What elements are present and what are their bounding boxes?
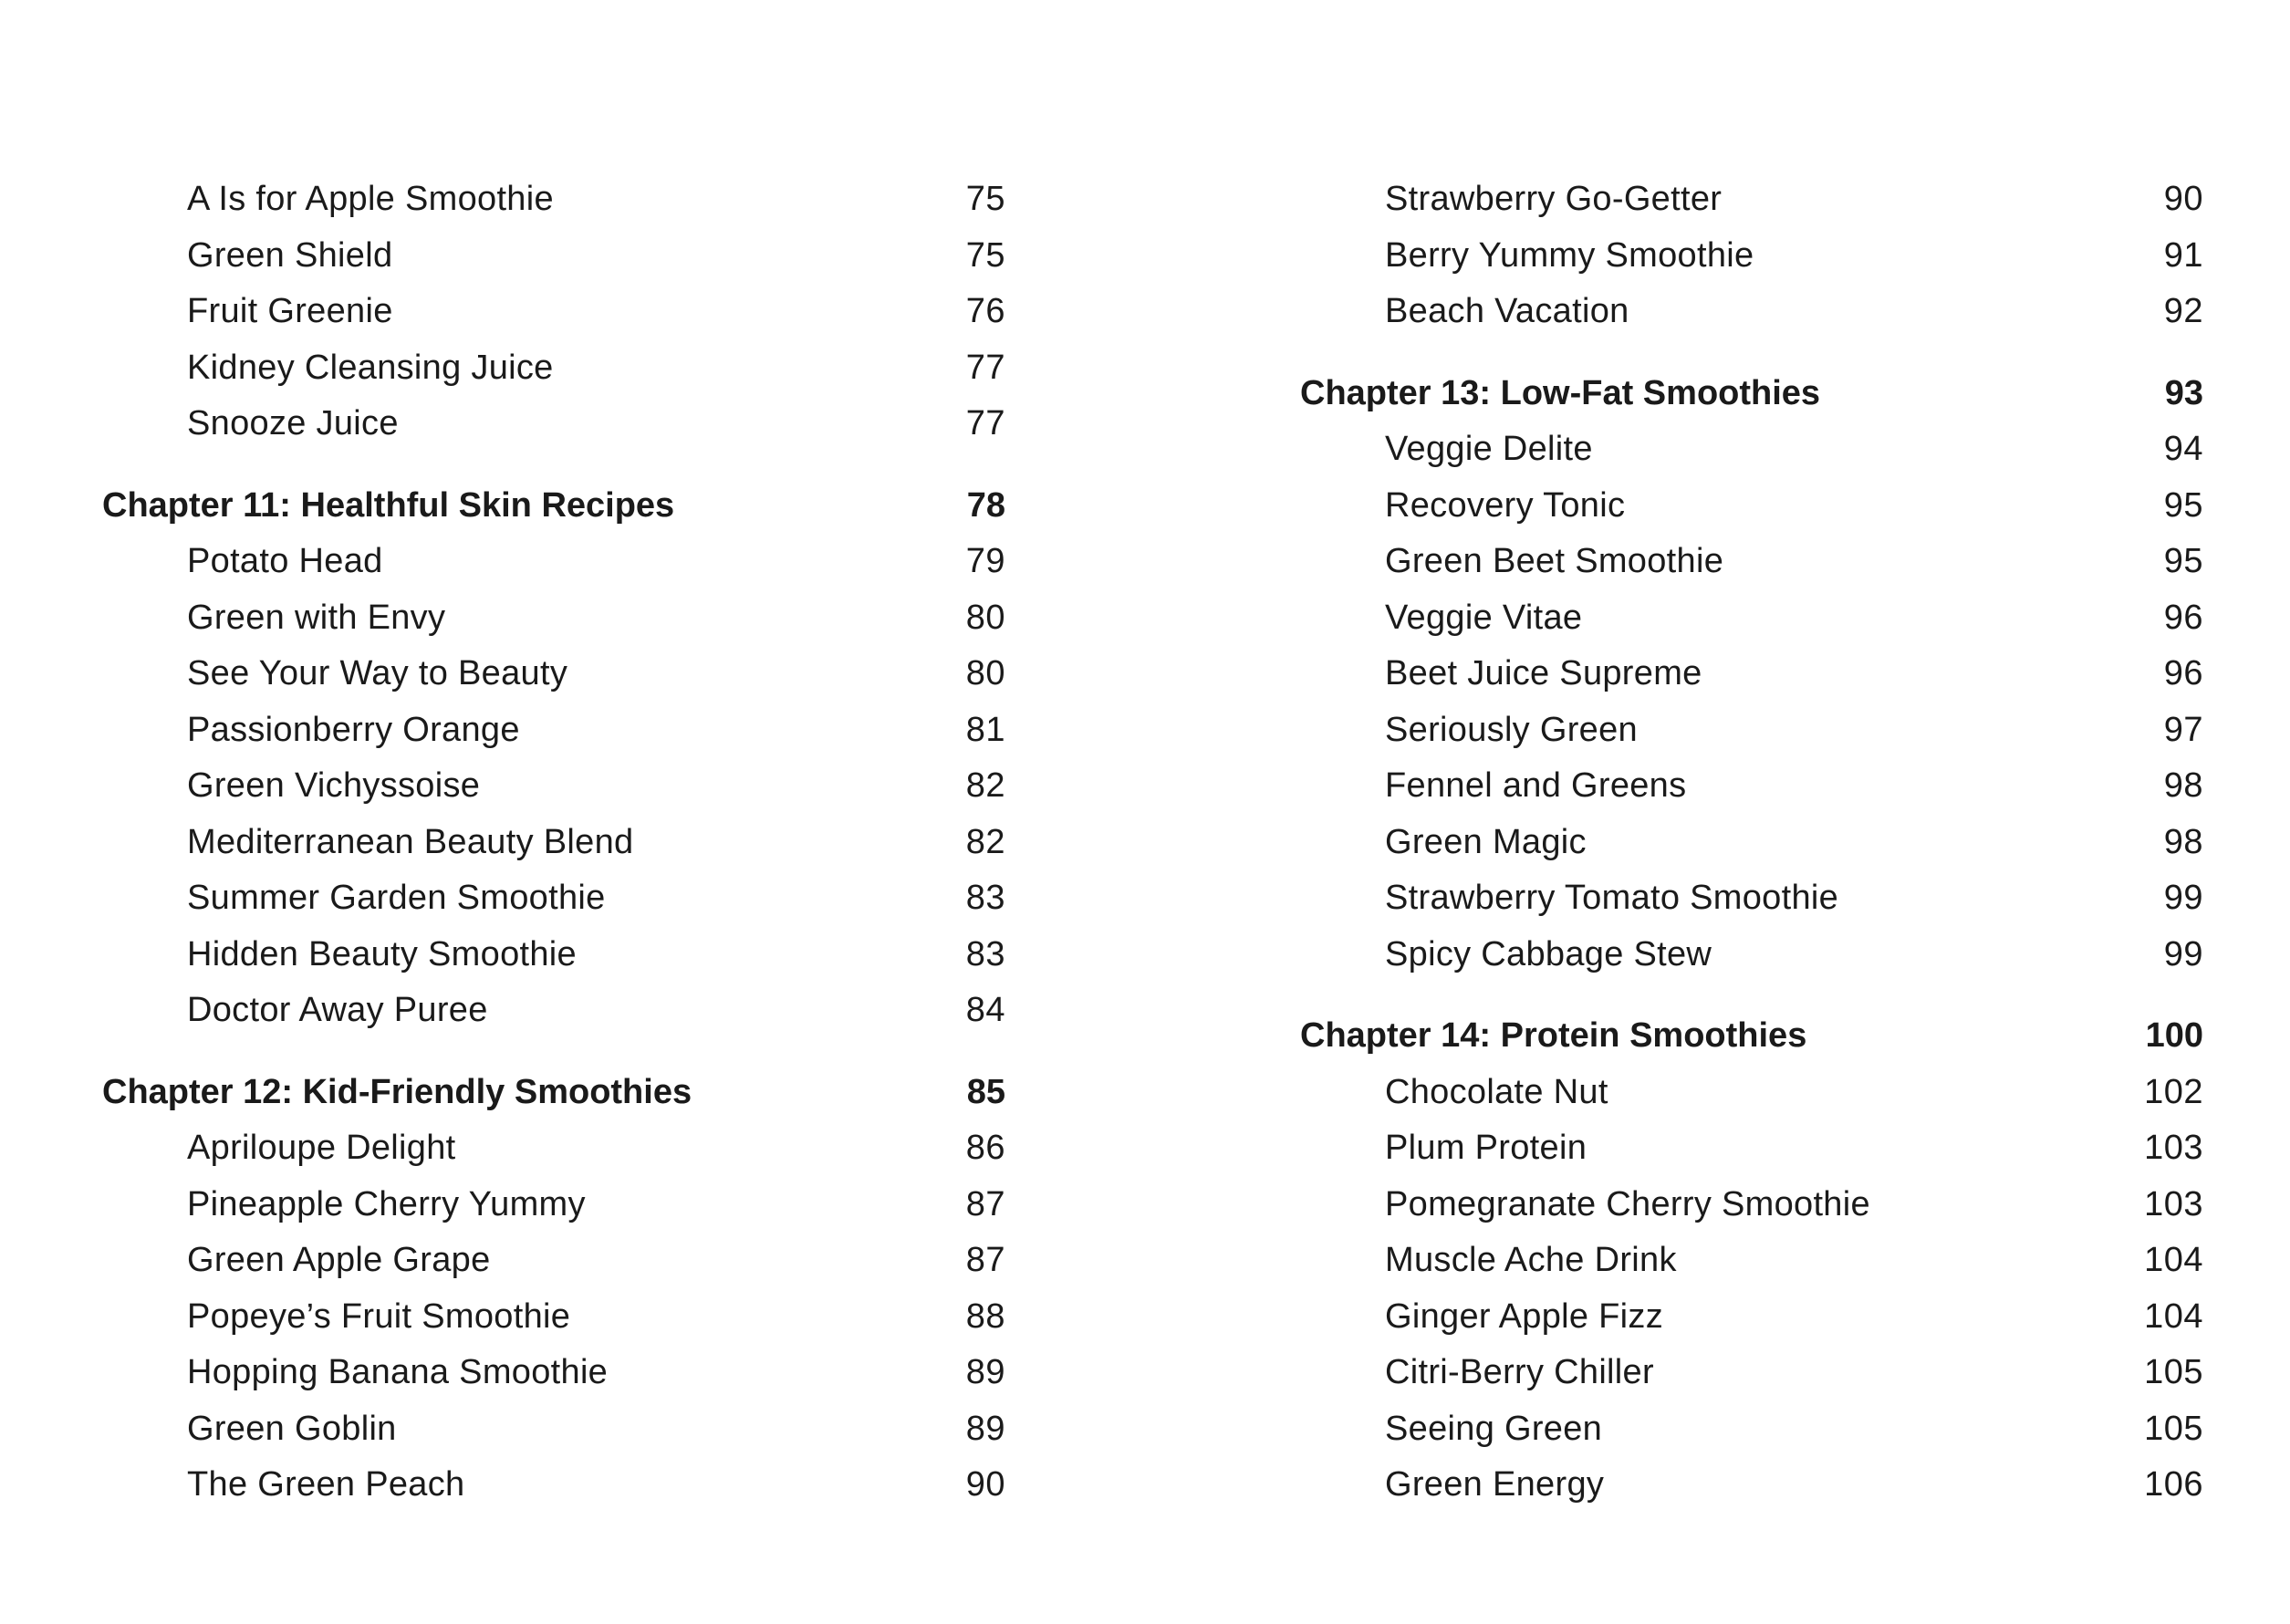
toc-entry[interactable] — [102, 1233, 1005, 1289]
page-number: 87 — [965, 1241, 1005, 1279]
toc-entry[interactable] — [1300, 478, 2203, 535]
recipe-title: Apriloupe Delight — [187, 1129, 456, 1167]
recipe-title: Ginger Apple Fizz — [1385, 1296, 1664, 1336]
toc-entry[interactable] — [1300, 1401, 2203, 1458]
recipe-title: Green Goblin — [187, 1409, 397, 1448]
toc-entry[interactable] — [1300, 1289, 2203, 1346]
toc-entry[interactable] — [1300, 534, 2203, 590]
recipe-title: Green Magic — [1385, 822, 1587, 861]
toc-entry[interactable] — [1300, 422, 2203, 478]
recipe-title: Strawberry Tomato Smoothie — [1385, 879, 1839, 917]
recipe-title: Strawberry Go-Getter — [1385, 180, 1723, 218]
toc-entry[interactable] — [1300, 1120, 2203, 1177]
toc-entry[interactable] — [102, 396, 1005, 453]
page-number: 83 — [965, 934, 1005, 973]
page-number: 96 — [2163, 654, 2203, 692]
toc-chapter-heading[interactable] — [1300, 366, 2203, 422]
recipe-title: Snooze Juice — [187, 404, 399, 442]
page-number: 89 — [965, 1353, 1005, 1391]
chapter-title: Chapter 13: Low-Fat Smoothies — [1300, 373, 1821, 412]
toc-entry[interactable] — [1300, 1065, 2203, 1121]
page-number: 93 — [2164, 373, 2203, 412]
page-number: 78 — [966, 485, 1005, 525]
recipe-title: Green with Envy — [187, 598, 446, 637]
toc-entry[interactable] — [1300, 590, 2203, 647]
toc-entry[interactable] — [102, 284, 1005, 340]
toc-entry[interactable] — [1300, 815, 2203, 871]
recipe-title: Spicy Cabbage Stew — [1385, 934, 1712, 973]
recipe-title: A Is for Apple Smoothie — [187, 180, 554, 218]
page-number: 75 — [965, 180, 1005, 218]
chapter-title: Chapter 14: Protein Smoothies — [1300, 1016, 1807, 1055]
page-number: 104 — [2144, 1241, 2203, 1279]
recipe-title: Beet Juice Supreme — [1385, 654, 1702, 692]
toc-entry[interactable] — [1300, 1233, 2203, 1289]
toc-chapter-heading[interactable] — [1300, 1008, 2203, 1065]
page-number: 86 — [965, 1129, 1005, 1167]
toc-entry[interactable] — [102, 1345, 1005, 1401]
page-number: 94 — [2163, 430, 2203, 468]
recipe-title: Potato Head — [187, 542, 383, 580]
toc-entry[interactable] — [102, 703, 1005, 759]
toc-entry[interactable] — [1300, 1177, 2203, 1234]
page-number: 75 — [965, 235, 1005, 275]
recipe-title: Fruit Greenie — [187, 292, 393, 330]
toc-entry[interactable] — [102, 590, 1005, 647]
recipe-title: Veggie Delite — [1385, 430, 1593, 468]
page-number: 85 — [966, 1072, 1005, 1111]
page-number: 82 — [965, 822, 1005, 861]
toc-entry[interactable] — [102, 1401, 1005, 1458]
recipe-title: Summer Garden Smoothie — [187, 879, 606, 917]
page-number: 95 — [2163, 542, 2203, 580]
page-number: 95 — [2163, 485, 2203, 525]
toc-entry[interactable] — [1300, 284, 2203, 340]
page-number: 97 — [2163, 710, 2203, 749]
toc-entry[interactable] — [102, 534, 1005, 590]
toc-column-right — [1300, 172, 2203, 1514]
page-number: 99 — [2163, 934, 2203, 973]
toc-entry[interactable] — [102, 340, 1005, 397]
page-number: 91 — [2163, 235, 2203, 275]
page-number: 80 — [965, 654, 1005, 692]
recipe-title: Citri-Berry Chiller — [1385, 1353, 1654, 1391]
recipe-title: Green Energy — [1385, 1465, 1605, 1504]
toc-entry[interactable] — [102, 1177, 1005, 1234]
toc-entry[interactable] — [1300, 1345, 2203, 1401]
page-number: 81 — [965, 710, 1005, 749]
page-number: 96 — [2163, 598, 2203, 637]
recipe-title: Beach Vacation — [1385, 292, 1629, 330]
page-number: 98 — [2163, 766, 2203, 805]
recipe-title: Seeing Green — [1385, 1409, 1603, 1448]
recipe-title: Pineapple Cherry Yummy — [187, 1184, 586, 1223]
recipe-title: Chocolate Nut — [1385, 1072, 1608, 1111]
toc-entry[interactable] — [102, 1457, 1005, 1514]
toc-entry[interactable] — [102, 1289, 1005, 1346]
page-number: 92 — [2163, 292, 2203, 330]
toc-entry[interactable] — [1300, 1457, 2203, 1514]
toc-entry[interactable] — [102, 870, 1005, 927]
toc-entry[interactable] — [1300, 228, 2203, 285]
toc-entry[interactable] — [102, 228, 1005, 285]
toc-chapter-heading[interactable] — [102, 478, 1005, 535]
toc-entry[interactable] — [102, 758, 1005, 815]
recipe-title: Hopping Banana Smoothie — [187, 1353, 609, 1391]
page-number: 87 — [965, 1184, 1005, 1223]
page-number: 88 — [965, 1296, 1005, 1336]
page-number: 105 — [2144, 1353, 2203, 1391]
page-number: 83 — [965, 879, 1005, 917]
toc-entry[interactable] — [1300, 703, 2203, 759]
page-number: 77 — [965, 348, 1005, 387]
chapter-title: Chapter 11: Healthful Skin Recipes — [102, 485, 675, 525]
toc-entry[interactable] — [102, 1120, 1005, 1177]
page-number: 99 — [2163, 879, 2203, 917]
recipe-title: Passionberry Orange — [187, 710, 520, 749]
page-number: 90 — [965, 1465, 1005, 1504]
toc-entry[interactable] — [1300, 870, 2203, 927]
toc-column-left — [102, 172, 1005, 1514]
page-number: 103 — [2144, 1184, 2203, 1223]
recipe-title: Hidden Beauty Smoothie — [187, 934, 577, 973]
page-number: 103 — [2144, 1129, 2203, 1167]
page-number: 105 — [2144, 1409, 2203, 1448]
recipe-title: Green Apple Grape — [187, 1241, 491, 1279]
page-number: 89 — [965, 1409, 1005, 1448]
page-number: 100 — [2145, 1016, 2203, 1055]
toc-entry[interactable] — [1300, 758, 2203, 815]
page-number: 84 — [965, 991, 1005, 1029]
toc-entry[interactable] — [102, 172, 1005, 228]
recipe-title: Berry Yummy Smoothie — [1385, 235, 1754, 275]
toc-entry[interactable] — [102, 815, 1005, 871]
recipe-title: Doctor Away Puree — [187, 991, 488, 1029]
toc-entry[interactable] — [1300, 172, 2203, 228]
page-number: 77 — [965, 404, 1005, 442]
page-number: 98 — [2163, 822, 2203, 861]
recipe-title: Mediterranean Beauty Blend — [187, 822, 634, 861]
recipe-title: Green Beet Smoothie — [1385, 542, 1724, 580]
recipe-title: Popeye’s Fruit Smoothie — [187, 1296, 571, 1336]
recipe-title: Green Vichyssoise — [187, 766, 481, 805]
toc-entry[interactable] — [102, 646, 1005, 703]
recipe-title: Muscle Ache Drink — [1385, 1241, 1677, 1279]
recipe-title: Veggie Vitae — [1385, 598, 1583, 637]
page-number: 90 — [2163, 180, 2203, 218]
page-number: 104 — [2144, 1296, 2203, 1336]
page-number: 76 — [965, 292, 1005, 330]
page-number: 82 — [965, 766, 1005, 805]
chapter-title: Chapter 12: Kid-Friendly Smoothies — [102, 1072, 692, 1111]
page-number: 80 — [965, 598, 1005, 637]
recipe-title: Green Shield — [187, 235, 393, 275]
recipe-title: Fennel and Greens — [1385, 766, 1687, 805]
toc-entry[interactable] — [1300, 646, 2203, 703]
toc-chapter-heading[interactable] — [102, 1065, 1005, 1121]
recipe-title: The Green Peach — [187, 1465, 465, 1504]
recipe-title: Plum Protein — [1385, 1129, 1587, 1167]
toc-entry[interactable] — [102, 927, 1005, 984]
page-number: 106 — [2144, 1465, 2203, 1504]
page-number: 102 — [2144, 1072, 2203, 1111]
toc-entry[interactable] — [102, 983, 1005, 1039]
recipe-title: See Your Way to Beauty — [187, 654, 568, 692]
page-number: 79 — [965, 542, 1005, 580]
toc-entry[interactable] — [1300, 927, 2203, 984]
recipe-title: Recovery Tonic — [1385, 485, 1626, 525]
recipe-title: Seriously Green — [1385, 710, 1638, 749]
recipe-title: Pomegranate Cherry Smoothie — [1385, 1184, 1870, 1223]
recipe-title: Kidney Cleansing Juice — [187, 348, 554, 387]
